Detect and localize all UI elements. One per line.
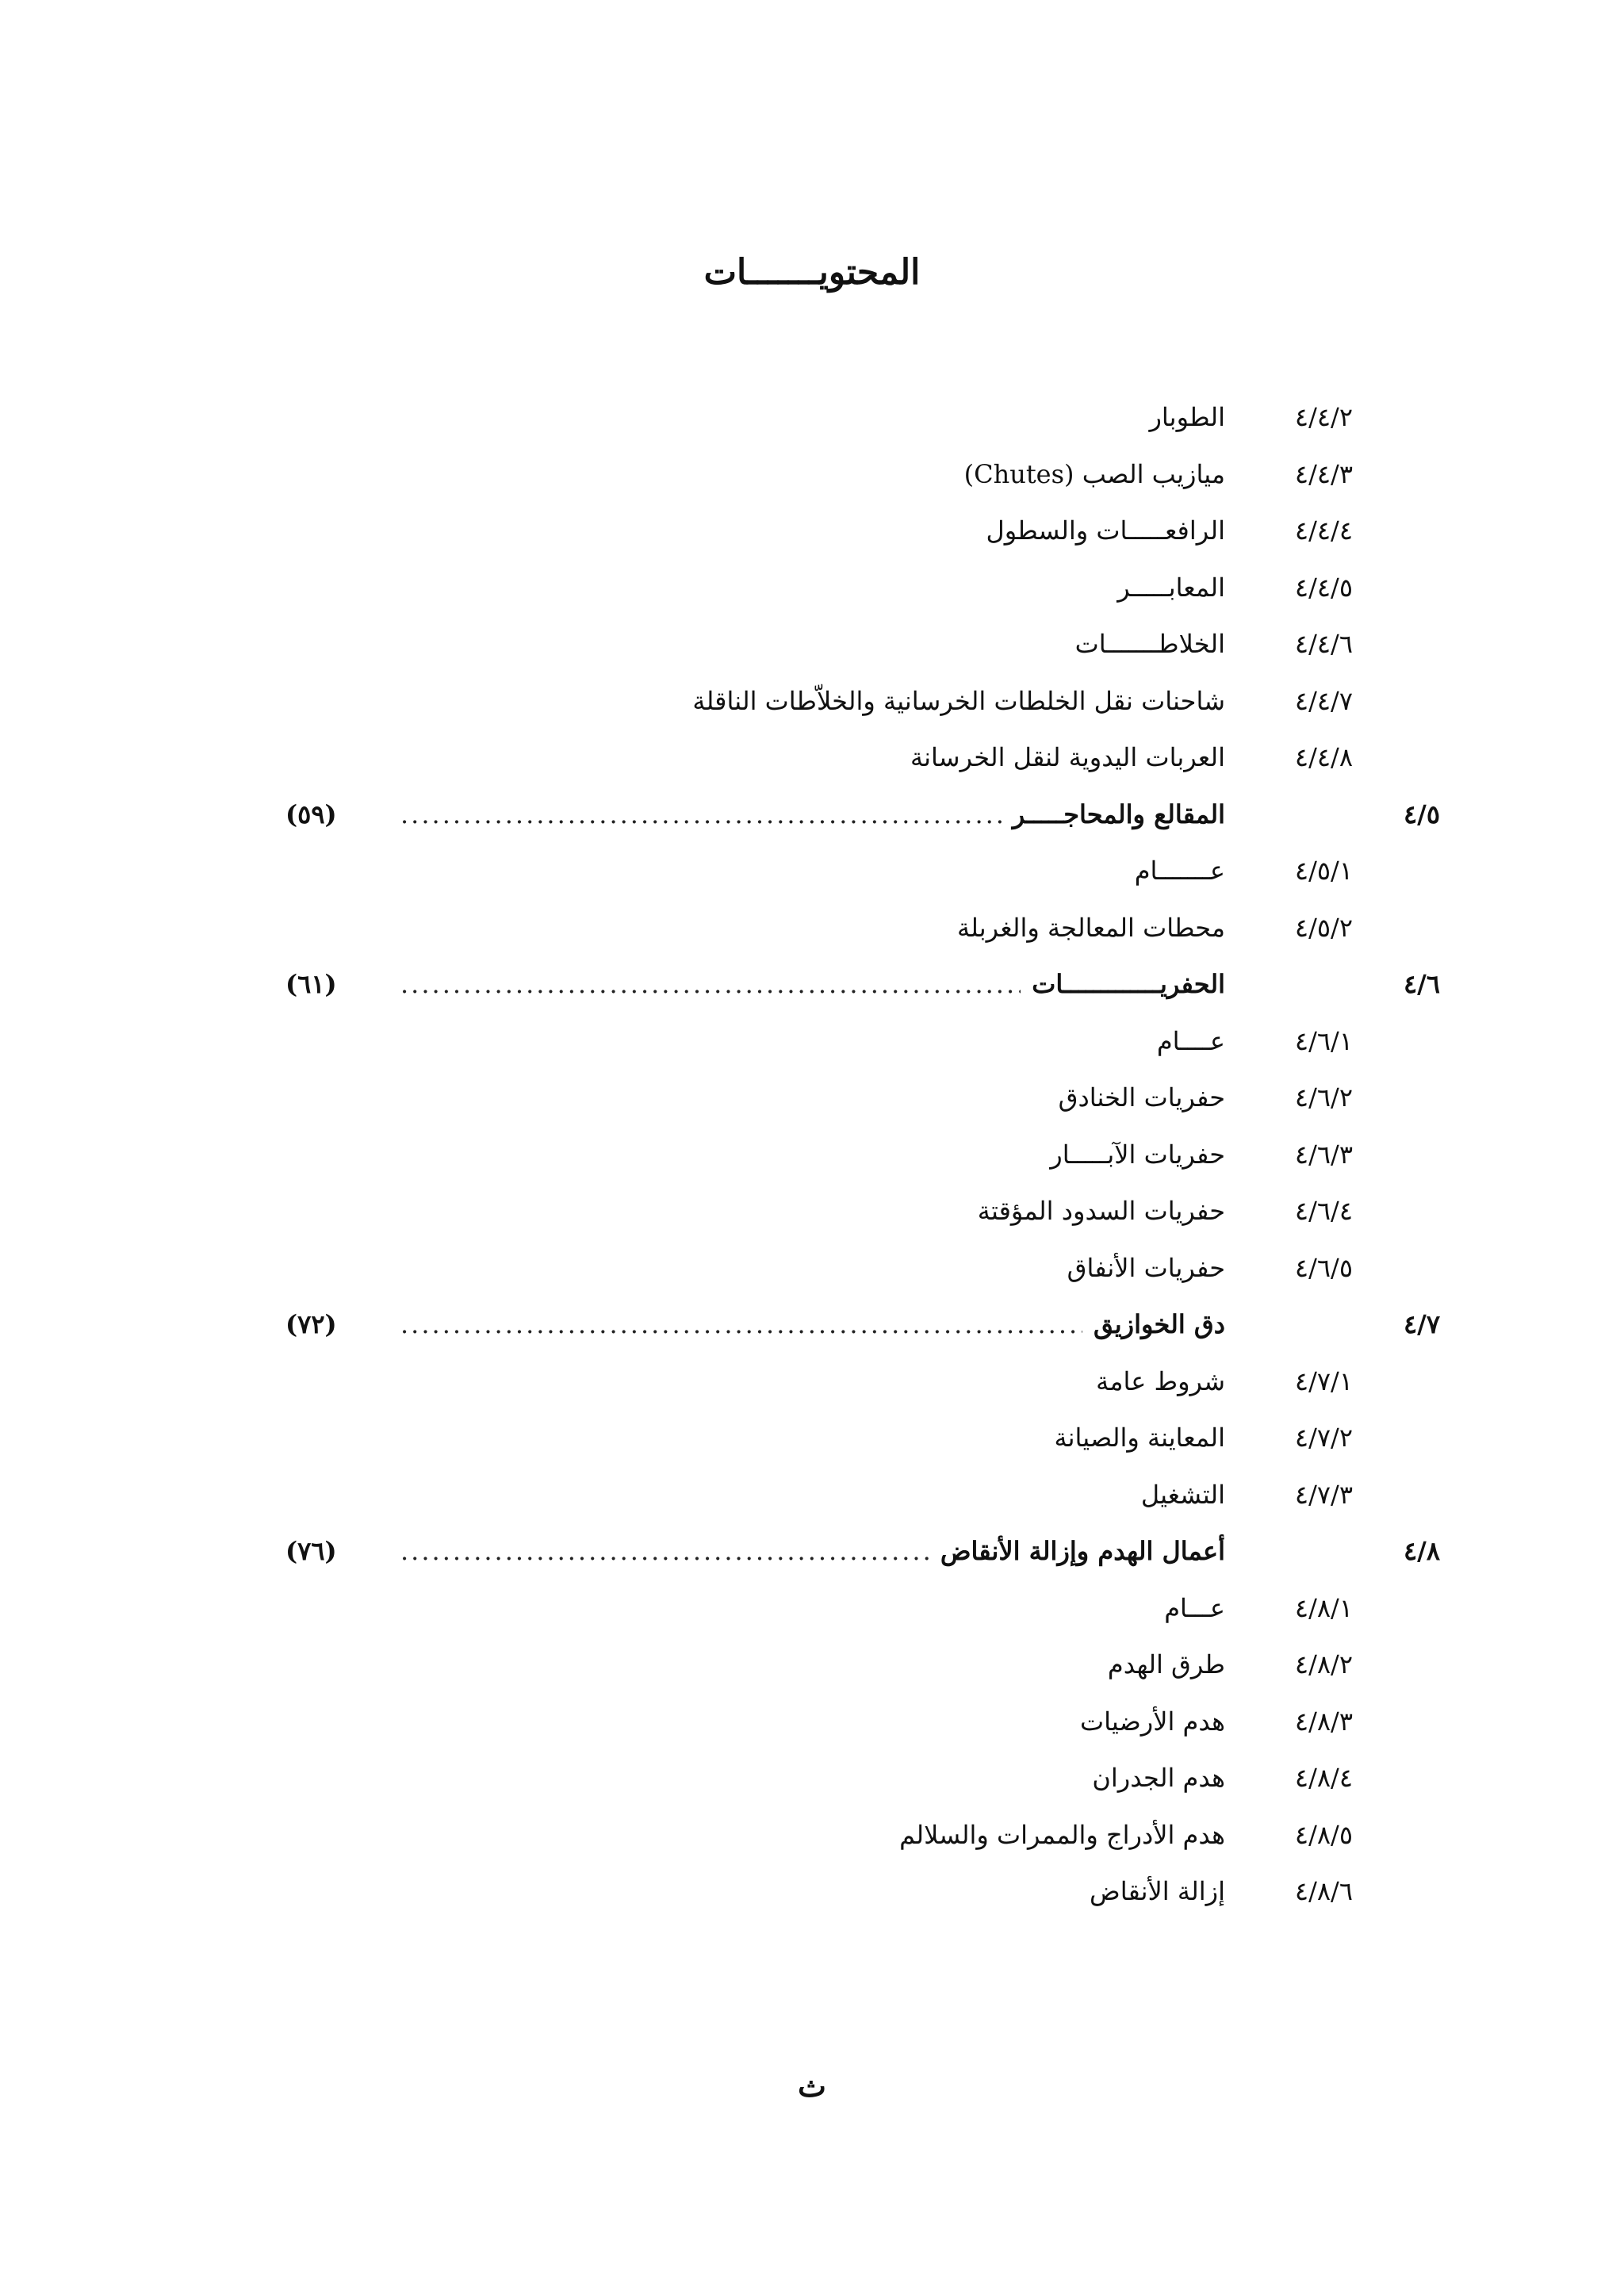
toc-subsection-row [0, 502, 1624, 559]
subsection-title: العربات اليدوية لنقل الخرسانة [910, 742, 1225, 772]
page-number: (٧٢) [285, 1309, 337, 1339]
page-number: (٧٦) [285, 1536, 337, 1566]
dot-leader [400, 1296, 1082, 1353]
toc-section-row [0, 1296, 1624, 1353]
section-title: الحفريـــــــــــــات [1032, 969, 1225, 999]
section-number: ٤/٨ [1403, 1536, 1440, 1566]
page-footer-letter: ث [798, 2068, 826, 2104]
subsection-number: ٤/٤/٨ [1294, 742, 1353, 772]
toc-subsection-row [0, 899, 1624, 956]
subsection-title: الطوبار [1149, 402, 1225, 432]
toc-subsection-row [0, 1126, 1624, 1183]
subsection-number: ٤/٨/٢ [1294, 1649, 1353, 1679]
toc-section-row [0, 956, 1624, 1013]
toc-subsection-row [0, 1580, 1624, 1637]
toc-subsection-row [0, 672, 1624, 730]
toc-subsection-row [0, 1749, 1624, 1806]
section-number: ٤/٦ [1403, 969, 1440, 999]
subsection-title: هدم الأدراج والممرات والسلالم [899, 1819, 1225, 1850]
toc-subsection-row [0, 1409, 1624, 1466]
subsection-title: المعابـــــر [1117, 572, 1225, 603]
subsection-title: عـــام [1164, 1592, 1225, 1623]
subsection-title: هدم الجدران [1092, 1763, 1225, 1793]
subsection-number: ٤/٧/٣ [1294, 1479, 1353, 1510]
toc-subsection-row [0, 446, 1624, 503]
section-title: دق الخوازيق [1094, 1309, 1225, 1339]
toc-subsection-row [0, 615, 1624, 672]
subsection-number: ٤/٦/١ [1294, 1025, 1353, 1056]
toc-subsection-row [0, 1239, 1624, 1296]
page-title: المحتويـــــــات [703, 252, 921, 293]
subsection-number: ٤/٨/٥ [1294, 1819, 1353, 1850]
toc-subsection-row [0, 1806, 1624, 1863]
toc-subsection-row [0, 1013, 1624, 1070]
subsection-title: حفريات السدود المؤقتة [977, 1196, 1225, 1226]
subsection-number: ٤/٥/١ [1294, 856, 1353, 886]
toc-subsection-row [0, 1693, 1624, 1750]
toc-subsection-row [0, 389, 1624, 446]
section-title: المقالع والمحاجـــــر [1012, 798, 1225, 829]
dot-leader [400, 956, 1021, 1013]
subsection-number: ٤/٤/٧ [1294, 685, 1353, 716]
subsection-title: إزالة الأنقاض [1090, 1876, 1225, 1906]
subsection-number: ٤/٤/٥ [1294, 572, 1353, 603]
toc-section-row [0, 786, 1624, 843]
subsection-number: ٤/٨/٦ [1294, 1876, 1353, 1906]
section-number: ٤/٧ [1403, 1309, 1440, 1339]
subsection-title: عـــــــام [1134, 856, 1225, 886]
page-number: (٥٩) [285, 798, 337, 829]
toc-subsection-row [0, 1863, 1624, 1920]
section-number: ٤/٥ [1403, 798, 1440, 829]
subsection-number: ٤/٨/٤ [1294, 1763, 1353, 1793]
subsection-number: ٤/٤/٤ [1294, 515, 1353, 546]
subsection-number: ٤/٦/٤ [1294, 1196, 1353, 1226]
toc-section-row [0, 1522, 1624, 1580]
subsection-title: الرافعـــــات والسطول [986, 515, 1225, 546]
subsection-number: ٤/٥/٢ [1294, 912, 1353, 943]
subsection-number: ٤/٤/٣ [1294, 458, 1353, 489]
subsection-title: الخلاطـــــــات [1074, 629, 1225, 659]
subsection-title: شروط عامة [1096, 1365, 1225, 1396]
subsection-title: حفريات الآبـــــار [1050, 1139, 1225, 1170]
subsection-number: ٤/٨/٣ [1294, 1706, 1353, 1737]
subsection-title: هدم الأرضيات [1080, 1706, 1225, 1737]
subsection-title: طرق الهدم [1107, 1649, 1225, 1679]
subsection-title: عــــام [1156, 1025, 1225, 1056]
subsection-title: المعاينة والصيانة [1054, 1423, 1225, 1453]
subsection-number: ٤/٦/٣ [1294, 1139, 1353, 1170]
subsection-title: ميازيب الصب (Chutes) [963, 458, 1225, 489]
subsection-number: ٤/٤/٢ [1294, 402, 1353, 432]
subsection-title: شاحنات نقل الخلطات الخرسانية والخلاّطات الناقلة [692, 685, 1225, 716]
toc-subsection-row [0, 1069, 1624, 1126]
subsection-title: حفريات الخنادق [1058, 1082, 1225, 1113]
table-of-contents [0, 389, 1624, 1919]
subsection-number: ٤/٨/١ [1294, 1592, 1353, 1623]
dot-leader [400, 786, 1002, 843]
toc-subsection-row [0, 1353, 1624, 1410]
toc-subsection-row [0, 559, 1624, 616]
toc-subsection-row [0, 1636, 1624, 1693]
subsection-number: ٤/٧/١ [1294, 1365, 1353, 1396]
toc-subsection-row [0, 729, 1624, 786]
section-title: أعمال الهدم وإزالة الأنقاض [940, 1536, 1225, 1566]
toc-subsection-row [0, 1182, 1624, 1239]
subsection-title: محطات المعالجة والغربلة [957, 912, 1225, 943]
toc-subsection-row [0, 842, 1624, 899]
subsection-number: ٤/٧/٢ [1294, 1423, 1353, 1453]
subsection-title: حفريات الأنفاق [1067, 1252, 1225, 1283]
subsection-title: التشغيل [1140, 1479, 1225, 1510]
dot-leader [400, 1522, 929, 1580]
subsection-number: ٤/٤/٦ [1294, 629, 1353, 659]
subsection-number: ٤/٦/٥ [1294, 1252, 1353, 1283]
subsection-number: ٤/٦/٢ [1294, 1082, 1353, 1113]
toc-subsection-row [0, 1466, 1624, 1523]
page-number: (٦١) [285, 969, 337, 999]
